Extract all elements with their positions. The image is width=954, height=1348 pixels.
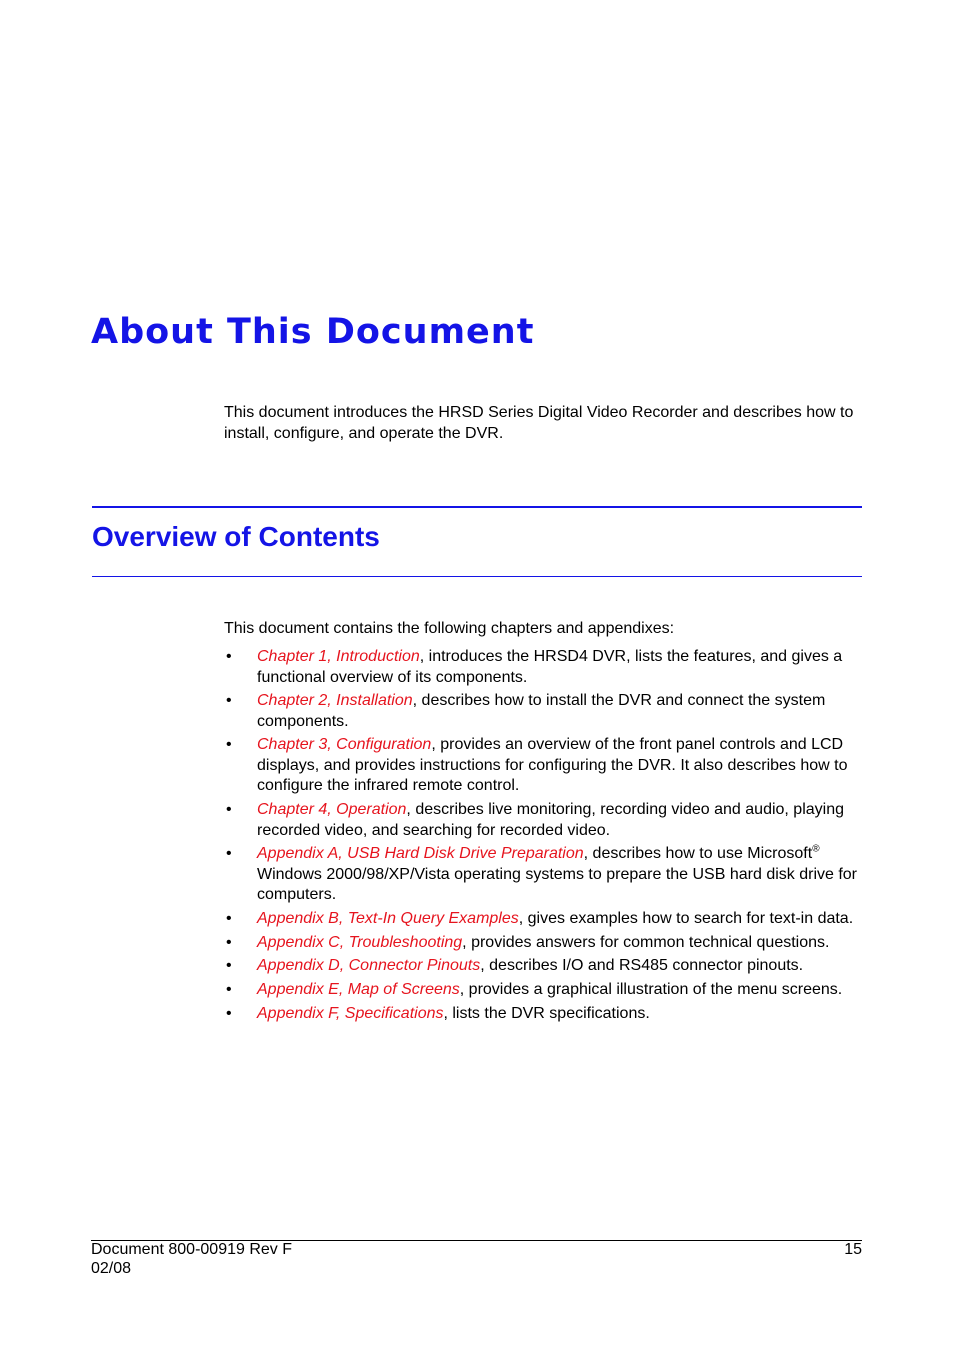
list-item-text: , describes how to use Microsoft: [583, 845, 813, 863]
bullet-icon: •: [226, 1004, 232, 1022]
list-item-text: , lists the DVR specifications.: [443, 1004, 650, 1022]
chapter-2-link[interactable]: Chapter 2, Installation: [257, 692, 413, 710]
list-item-text: , describes live monitoring, recording video and audio, playing recorded video, and searching for recorded video.: [257, 801, 845, 839]
chapter-4-link[interactable]: Chapter 4, Operation: [257, 801, 407, 819]
chapter-1-link[interactable]: Chapter 1, Introduction: [257, 648, 420, 665]
appendix-b-link[interactable]: Appendix B, Text-In Query Examples: [257, 909, 519, 927]
appendix-c-link[interactable]: Appendix C, Troubleshooting: [257, 933, 463, 951]
list-item: [224, 956, 864, 977]
bullet-icon: •: [226, 692, 232, 710]
bullet-icon: •: [226, 736, 232, 754]
list-item: [224, 735, 864, 797]
chapter-3-link[interactable]: Chapter 3, Configuration: [257, 736, 432, 754]
bullet-icon: •: [226, 801, 232, 819]
section-rule-bottom: [92, 576, 862, 577]
list-item: [224, 691, 864, 732]
bullet-icon: •: [226, 981, 232, 998]
appendix-d-link[interactable]: Appendix D, Connector Pinouts: [257, 957, 481, 975]
list-item: [224, 1004, 864, 1025]
list-item-text: , describes how to install the DVR and connect the system components.: [257, 692, 826, 730]
list-item-text: , gives examples how to search for text-in data.: [518, 909, 854, 927]
list-item: [224, 800, 864, 841]
bullet-icon: •: [226, 845, 232, 863]
list-item-text: , provides a graphical illustration of the menu screens.: [459, 981, 843, 998]
section-title: Overview of Contents: [92, 521, 380, 552]
footer-document-info: [91, 1241, 292, 1278]
page-title: About This Document: [91, 312, 535, 352]
list-item-text-continued: Windows 2000/98/XP/Vista operating systems to prepare the USB hard disk drive for computers.: [257, 865, 858, 904]
document-date: 02/08: [91, 1259, 132, 1277]
bullet-icon: •: [226, 909, 232, 927]
list-item-text: , describes I/O and RS485 connector pinouts.: [480, 957, 804, 975]
chapter-list: [224, 647, 864, 1027]
appendix-a-link[interactable]: Appendix A, USB Hard Disk Drive Preparation: [257, 845, 584, 863]
list-item: [224, 933, 864, 954]
list-item-text: , provides an overview of the front panel controls and LCD displays, and provides instructions for configuring the DVR. It also describes how to configure the infrared remote control.: [257, 736, 848, 795]
document-number: Document 800-00919 Rev F: [91, 1241, 292, 1258]
list-item: [224, 980, 864, 1001]
appendix-f-link[interactable]: Appendix F, Specifications: [257, 1004, 444, 1022]
bullet-icon: •: [226, 957, 232, 975]
registered-mark: ®: [812, 843, 820, 855]
bullet-icon: •: [226, 933, 232, 951]
intro-paragraph: This document introduces the HRSD Series Digital Video Recorder and describes how to install, configure, and operate the DVR.: [224, 404, 854, 442]
list-item-text: , introduces the HRSD4 DVR, lists the features, and gives a functional overview of its components.: [257, 648, 843, 686]
list-item: [224, 844, 864, 906]
list-item-text: , provides answers for common technical questions.: [462, 933, 830, 951]
page-number: 15: [844, 1241, 862, 1258]
list-item: [224, 647, 864, 688]
bullet-icon: •: [226, 648, 232, 665]
section-rule-top: [92, 506, 862, 508]
list-item: [224, 909, 864, 930]
list-intro: This document contains the following chapters and appendixes:: [224, 620, 675, 637]
appendix-e-link[interactable]: Appendix E, Map of Screens: [257, 981, 460, 998]
